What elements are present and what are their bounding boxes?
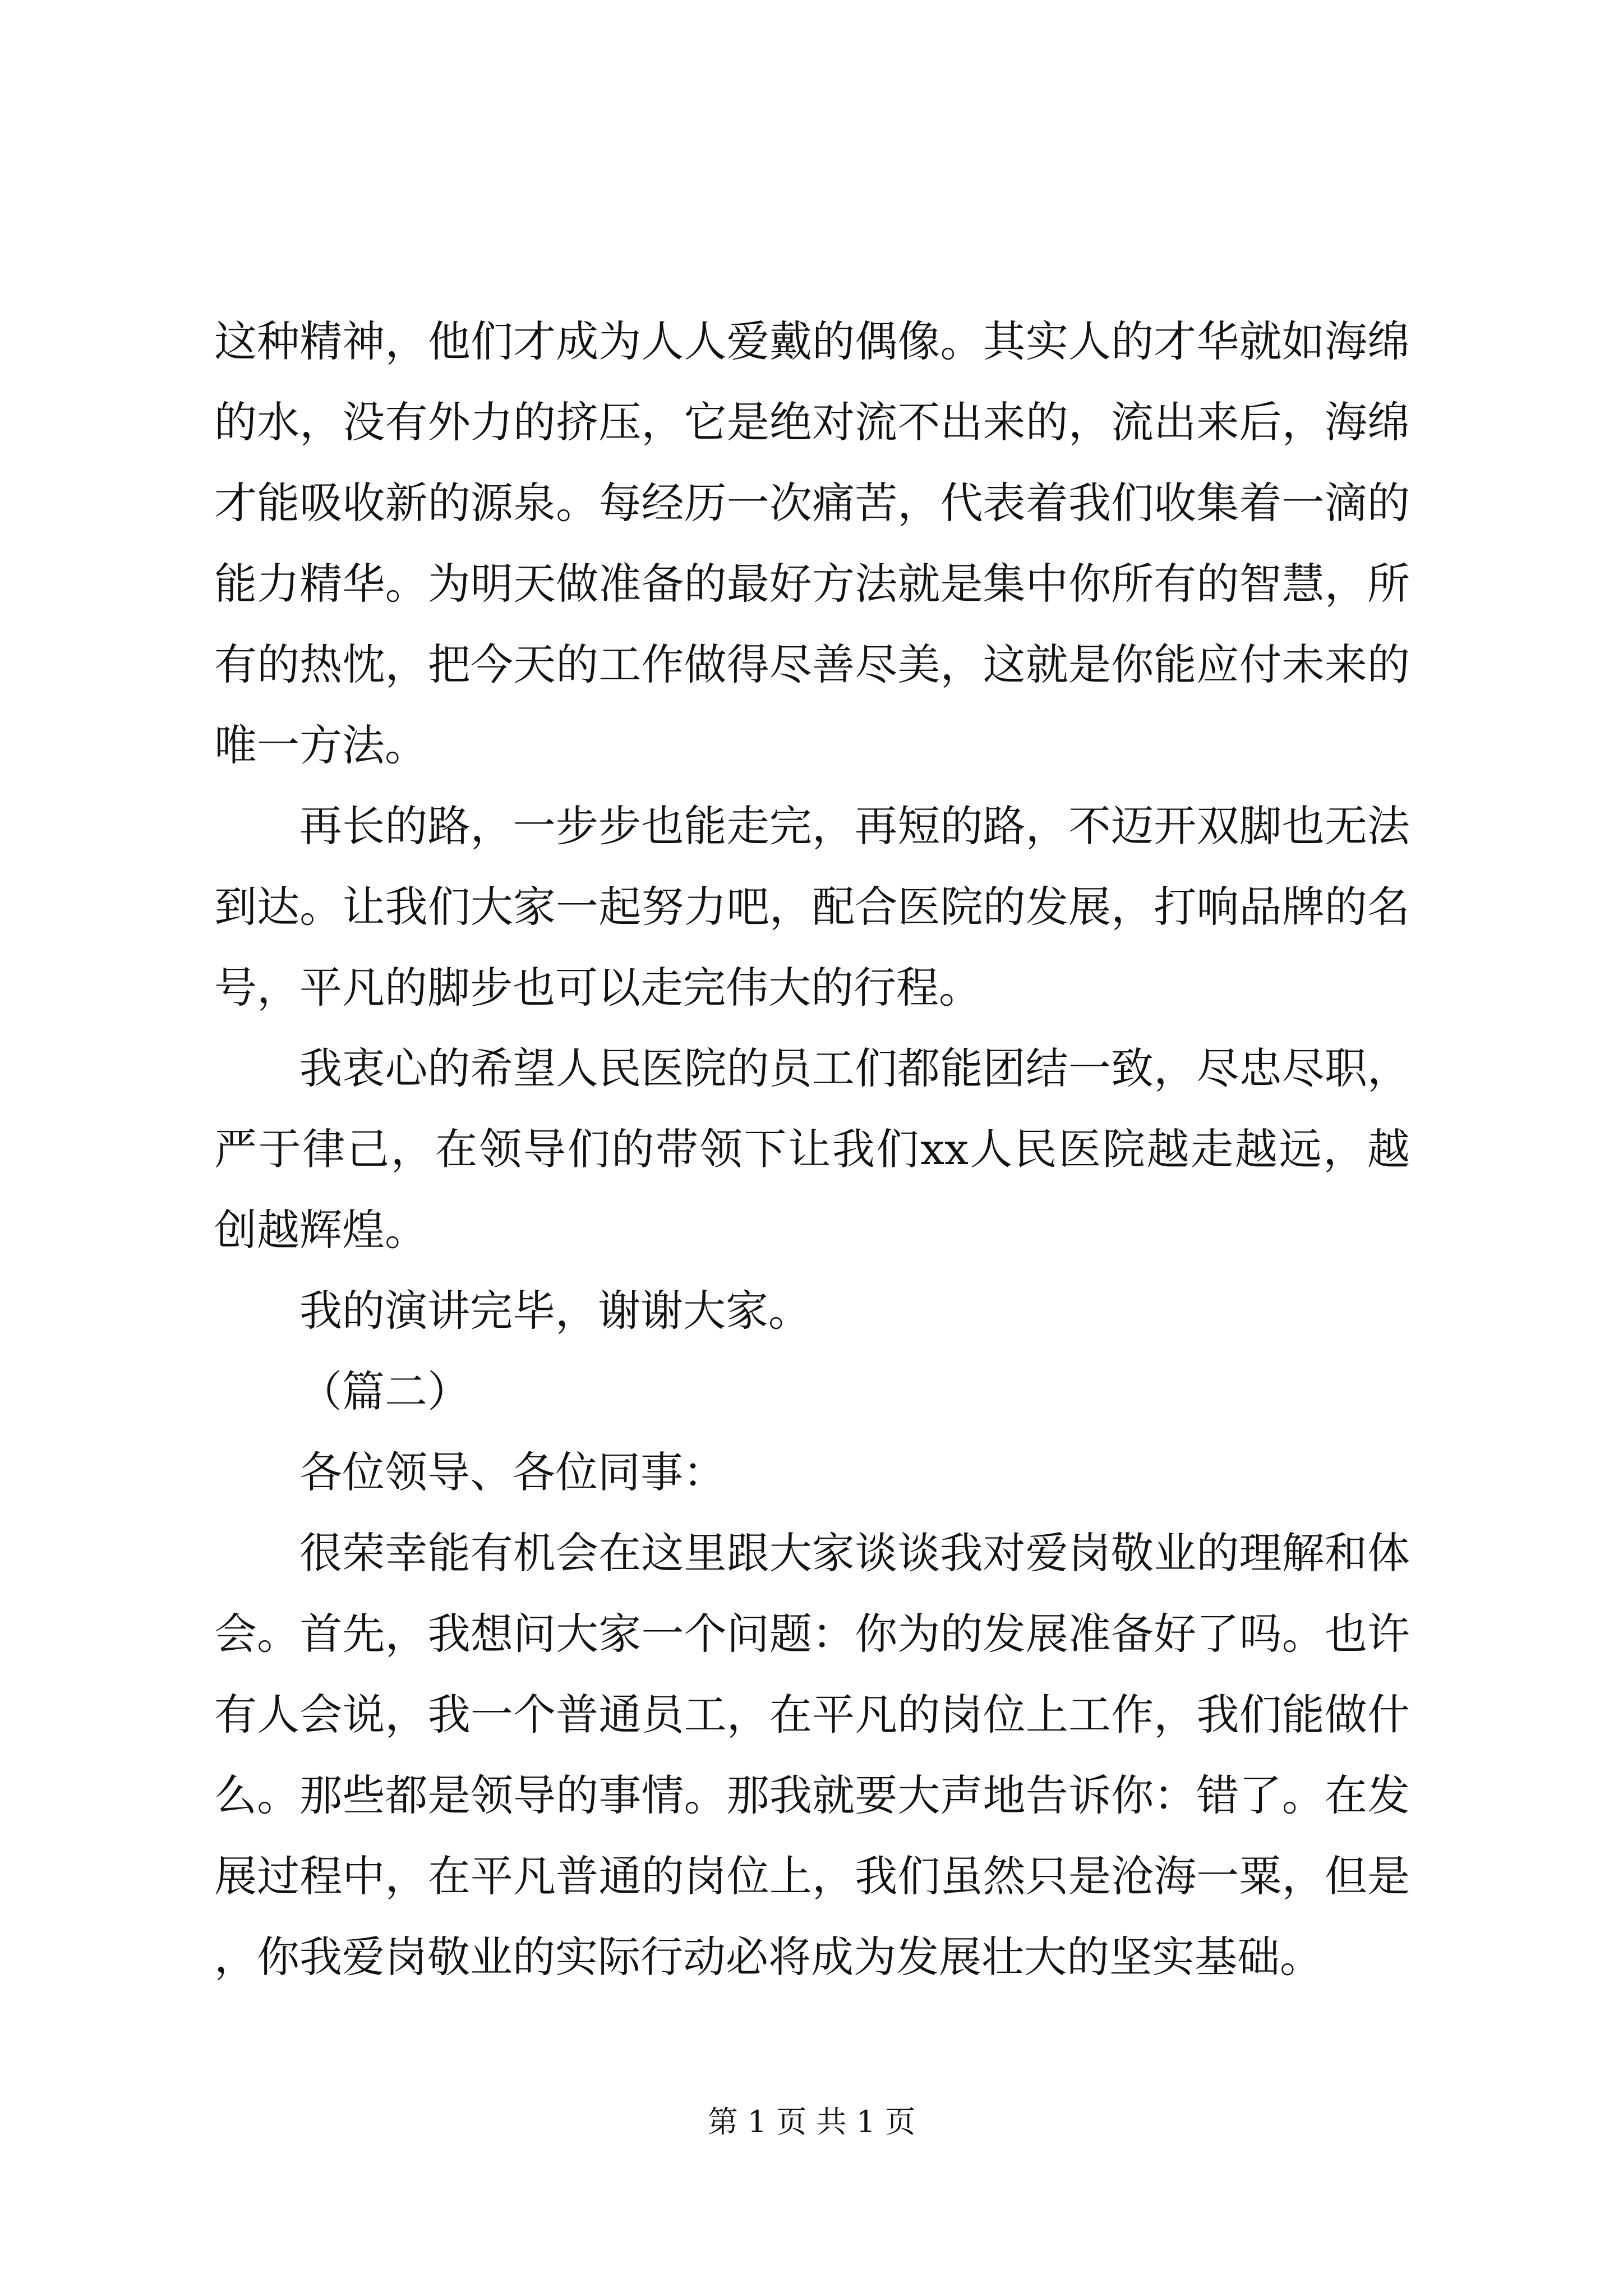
document-body (214, 301, 1410, 1998)
paragraph-3: 我衷心的希望人民医院的员工们都能团结一致，尽忠尽职，严于律己，在领导们的带领下让我们xx人民医院越走越远，越创越辉煌。 (214, 1043, 1410, 1255)
section-heading: （篇二） (299, 1366, 470, 1416)
page-footer: 第 1 页 共 1 页 (707, 2104, 916, 2139)
paragraph-4: 我的演讲完毕，谢谢大家。 (299, 1286, 811, 1336)
paragraph-1: 这种精神，他们才成为人人爱戴的偶像。其实人的才华就如海绵的水，没有外力的挤压，它是绝对流不出来的，流出来后，海绵才能吸收新的源泉。每经历一次痛苦，代表着我们收集着一滴的能力精华。为明天做准备的最好方法就是集中你所有的智慧，所有的热忱，把今天的工作做得尽善尽美，这就是你能应付未来的唯一方法。 (214, 316, 1410, 770)
salutation: 各位领导、各位同事： (299, 1447, 726, 1497)
paragraph-2: 再长的路，一步步也能走完，再短的路，不迈开双脚也无法到达。让我们大家一起努力吧，配合医院的发展，打响品牌的名号，平凡的脚步也可以走完伟大的行程。 (214, 801, 1410, 1013)
paragraph-5: 很荣幸能有机会在这里跟大家谈谈我对爱岗敬业的理解和体会。首先，我想问大家一个问题：你为的发展准备好了吗。也许有人会说，我一个普通员工，在平凡的岗位上工作，我们能做什么。那些都是领导的事情。那我就要大声地告诉你：错了。在发展过程中，在平凡普通的岗位上，我们虽然只是沧海一粟，但是，你我爱岗敬业的实际行动必将成为发展壮大的坚实基础。 (214, 1528, 1410, 1982)
